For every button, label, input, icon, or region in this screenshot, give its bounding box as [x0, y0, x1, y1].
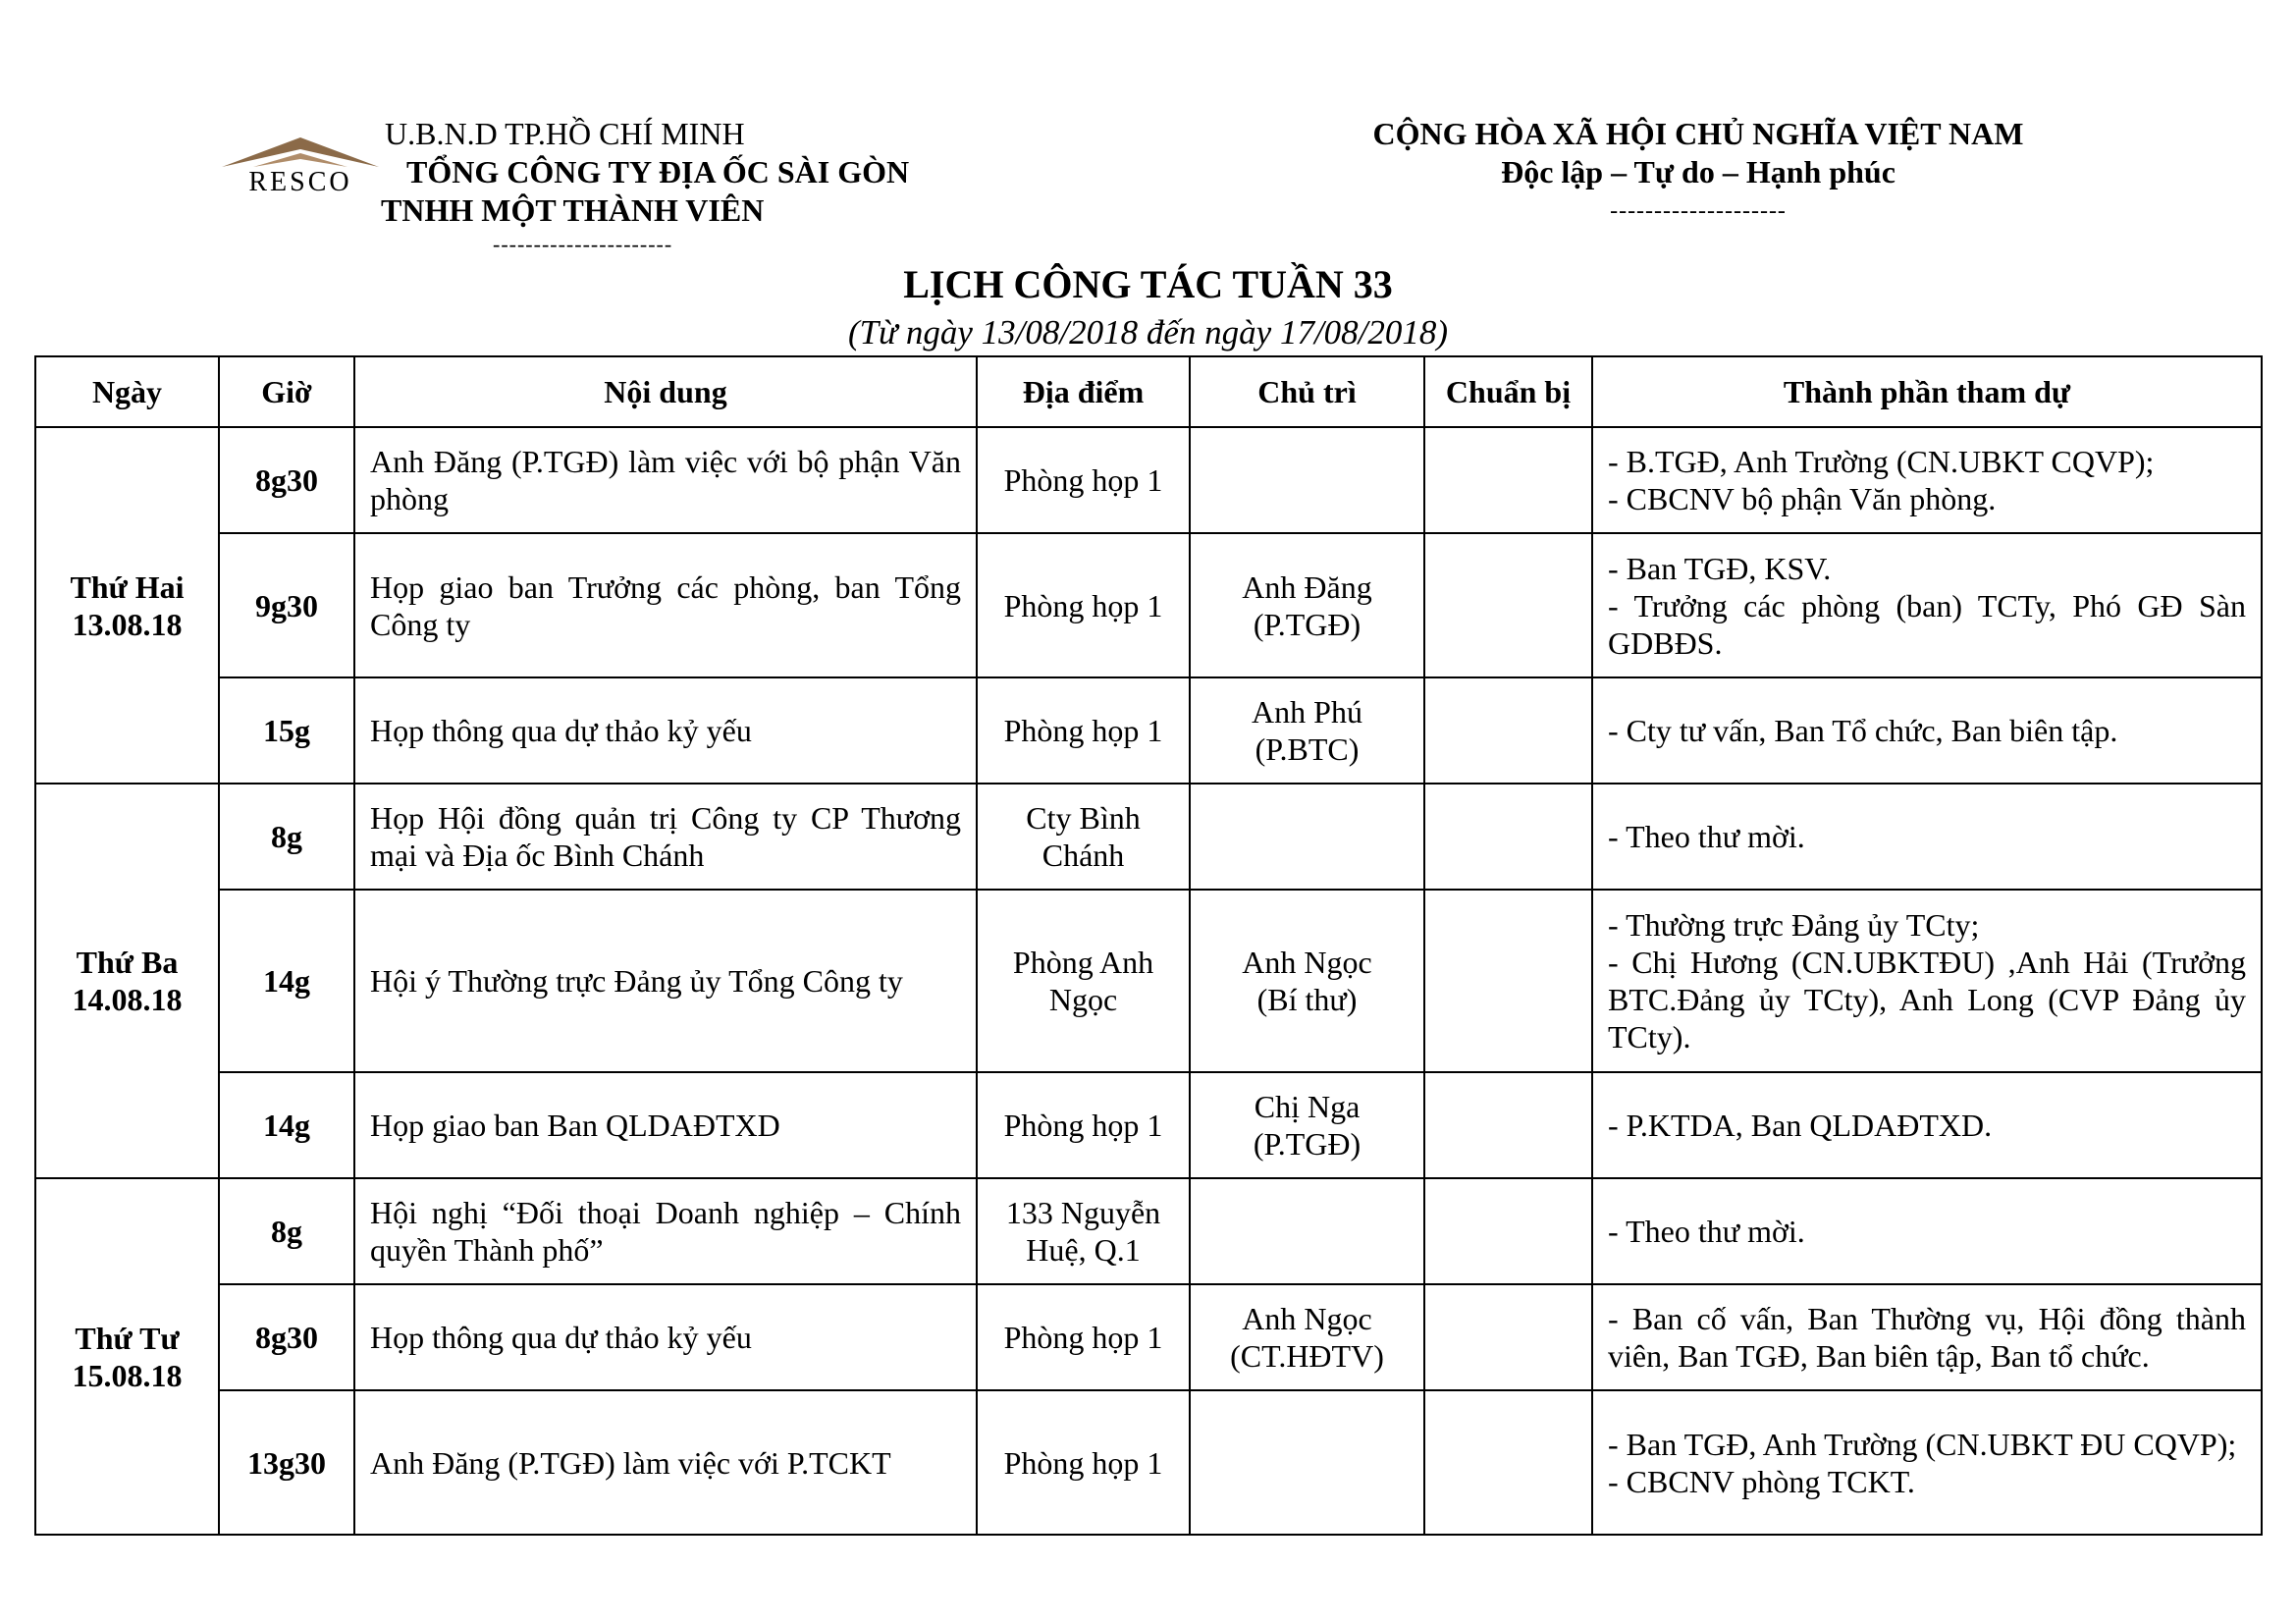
national-title: CỘNG HÒA XÃ HỘI CHỦ NGHĨA VIỆT NAM — [1372, 116, 2024, 151]
participant-line: - Cty tư vấn, Ban Tổ chức, Ban biên tập. — [1608, 713, 2118, 748]
date-range: (Từ ngày 13/08/2018 đến ngày 17/08/2018) — [847, 313, 1449, 352]
preparation-cell — [1424, 1284, 1592, 1390]
day-cell — [35, 1178, 219, 1535]
preparation-cell — [1424, 677, 1592, 784]
chair-cell — [1190, 890, 1424, 1072]
logo-text: RESCO — [248, 167, 352, 194]
chair-cell — [1190, 1390, 1424, 1535]
column-header-chair: Chủ trì — [1190, 356, 1424, 427]
column-header-location: Địa điểm — [977, 356, 1190, 427]
participants-cell — [1592, 784, 2262, 890]
column-header-time: Giờ — [219, 356, 354, 427]
time-cell: 14g — [219, 890, 354, 1072]
day-date: 13.08.18 — [72, 606, 183, 642]
location-cell: Phòng Anh Ngọc — [977, 890, 1190, 1072]
content-cell: Họp thông qua dự thảo kỷ yếu — [354, 1284, 977, 1390]
resco-logo — [218, 134, 383, 194]
preparation-cell — [1424, 1178, 1592, 1284]
time-cell: 15g — [219, 677, 354, 784]
chair-cell — [1190, 1284, 1424, 1390]
chair-cell — [1190, 533, 1424, 677]
chair-cell — [1190, 784, 1424, 890]
column-header-participants: Thành phần tham dự — [1592, 356, 2262, 427]
content-cell: Họp thông qua dự thảo kỷ yếu — [354, 677, 977, 784]
chair-name: Anh Phú — [1252, 694, 1362, 730]
table-row — [35, 1072, 2262, 1178]
day-cell — [35, 427, 219, 784]
preparation-cell — [1424, 1390, 1592, 1535]
day-name: Thứ Ba — [76, 945, 179, 980]
participant-line: - Ban cố vấn, Ban Thường vụ, Hội đồng thành viên, Ban TGĐ, Ban biên tập, Ban tổ chức. — [1608, 1301, 2246, 1374]
time-cell: 8g — [219, 1178, 354, 1284]
participant-line: - Chị Hương (CN.UBKTĐU) ,Anh Hải (Trưởng BTC.Đảng ủy TCty), Anh Long (CVP Đảng ủy TCty). — [1608, 945, 2246, 1055]
participant-line: - Theo thư mời. — [1608, 819, 1805, 854]
participant-line: - B.TGĐ, Anh Trường (CN.UBKT CQVP); — [1608, 444, 2155, 479]
table-row — [35, 1284, 2262, 1390]
preparation-cell — [1424, 1072, 1592, 1178]
chair-title: (P.TGĐ) — [1253, 1126, 1362, 1162]
time-cell: 9g30 — [219, 533, 354, 677]
participant-line: - Thường trực Đảng ủy TCty; — [1608, 907, 1980, 943]
content-cell: Họp giao ban Ban QLDAĐTXD — [354, 1072, 977, 1178]
chair-name: Chị Nga — [1254, 1089, 1361, 1124]
column-header-content: Nội dung — [354, 356, 977, 427]
chair-name: Anh Ngọc — [1242, 945, 1372, 980]
chair-name: Anh Ngọc — [1242, 1301, 1372, 1336]
content-cell: Hội nghị “Đối thoại Doanh nghiệp – Chính quyền Thành phố” — [354, 1178, 977, 1284]
chair-cell — [1190, 427, 1424, 533]
preparation-cell — [1424, 890, 1592, 1072]
content-cell: Họp Hội đồng quản trị Công ty CP Thương mại và Địa ốc Bình Chánh — [354, 784, 977, 890]
schedule-table — [34, 355, 2263, 1536]
column-header-day: Ngày — [35, 356, 219, 427]
chair-title: (P.TGĐ) — [1253, 606, 1362, 642]
table-header-row — [35, 356, 2262, 427]
participants-cell — [1592, 1178, 2262, 1284]
day-date: 14.08.18 — [72, 982, 183, 1017]
table-row — [35, 677, 2262, 784]
national-motto: Độc lập – Tự do – Hạnh phúc — [1501, 154, 1896, 189]
participant-line: - Ban TGĐ, Anh Trường (CN.UBKT ĐU CQVP); — [1608, 1426, 2237, 1462]
roof-logo-icon — [222, 137, 379, 167]
content-cell: Anh Đăng (P.TGĐ) làm việc với P.TCKT — [354, 1390, 977, 1535]
location-cell: Phòng họp 1 — [977, 677, 1190, 784]
time-cell: 14g — [219, 1072, 354, 1178]
content-cell: Anh Đăng (P.TGĐ) làm việc với bộ phận Văn phòng — [354, 427, 977, 533]
chair-title: (P.BTC) — [1255, 731, 1360, 767]
participants-cell — [1592, 677, 2262, 784]
chair-cell — [1190, 677, 1424, 784]
participants-cell — [1592, 890, 2262, 1072]
location-cell: Phòng họp 1 — [977, 1390, 1190, 1535]
day-name: Thứ Hai — [70, 568, 185, 605]
preparation-cell — [1424, 427, 1592, 533]
location-cell: 133 Nguyễn Huệ, Q.1 — [977, 1178, 1190, 1284]
org-name-suffix: TNHH MỘT THÀNH VIÊN — [381, 192, 765, 228]
participants-cell — [1592, 533, 2262, 677]
day-cell — [35, 784, 219, 1178]
preparation-cell — [1424, 533, 1592, 677]
participant-line: - CBCNV bộ phận Văn phòng. — [1608, 481, 1997, 516]
chair-cell — [1190, 1178, 1424, 1284]
content-cell: Hội ý Thường trực Đảng ủy Tổng Công ty — [354, 890, 977, 1072]
org-parent: U.B.N.D TP.HỒ CHÍ MINH — [385, 116, 745, 151]
participants-cell — [1592, 1284, 2262, 1390]
participants-cell — [1592, 1390, 2262, 1535]
org-divider: ---------------------- — [493, 232, 673, 256]
chair-title: (CT.HĐTV) — [1230, 1338, 1384, 1374]
time-cell: 8g30 — [219, 1284, 354, 1390]
chair-title: (Bí thư) — [1256, 982, 1358, 1017]
preparation-cell — [1424, 784, 1592, 890]
table-row — [35, 890, 2262, 1072]
time-cell: 8g30 — [219, 427, 354, 533]
chair-name: Anh Đăng — [1242, 568, 1372, 605]
location-cell: Phòng họp 1 — [977, 1284, 1190, 1390]
table-row — [35, 1178, 2262, 1284]
content-cell: Họp giao ban Trưởng các phòng, ban Tổng Công ty — [354, 533, 977, 677]
column-header-preparation: Chuẩn bị — [1424, 356, 1592, 427]
participant-line: - CBCNV phòng TCKT. — [1608, 1463, 1915, 1499]
day-date: 15.08.18 — [72, 1357, 183, 1393]
table-row — [35, 1390, 2262, 1535]
table-row — [35, 784, 2262, 890]
national-divider: -------------------- — [1610, 198, 1787, 224]
participant-line: - Trưởng các phòng (ban) TCTy, Phó GĐ Sàn GDBĐS. — [1608, 587, 2246, 661]
org-name: TỔNG CÔNG TY ĐỊA ỐC SÀI GÒN — [406, 154, 910, 189]
participant-line: - Theo thư mời. — [1608, 1214, 1805, 1249]
table-row — [35, 533, 2262, 677]
location-cell: Cty Bình Chánh — [977, 784, 1190, 890]
time-cell: 13g30 — [219, 1390, 354, 1535]
chair-cell — [1190, 1072, 1424, 1178]
day-name: Thứ Tư — [75, 1320, 180, 1356]
location-cell: Phòng họp 1 — [977, 1072, 1190, 1178]
location-cell: Phòng họp 1 — [977, 427, 1190, 533]
participant-line: - P.KTDA, Ban QLDAĐTXD. — [1608, 1108, 1993, 1143]
participants-cell — [1592, 1072, 2262, 1178]
location-cell: Phòng họp 1 — [977, 533, 1190, 677]
time-cell: 8g — [219, 784, 354, 890]
participant-line: - Ban TGĐ, KSV. — [1608, 550, 1832, 586]
participants-cell — [1592, 427, 2262, 533]
table-row — [35, 427, 2262, 533]
page-title: LỊCH CÔNG TÁC TUẦN 33 — [903, 262, 1393, 306]
